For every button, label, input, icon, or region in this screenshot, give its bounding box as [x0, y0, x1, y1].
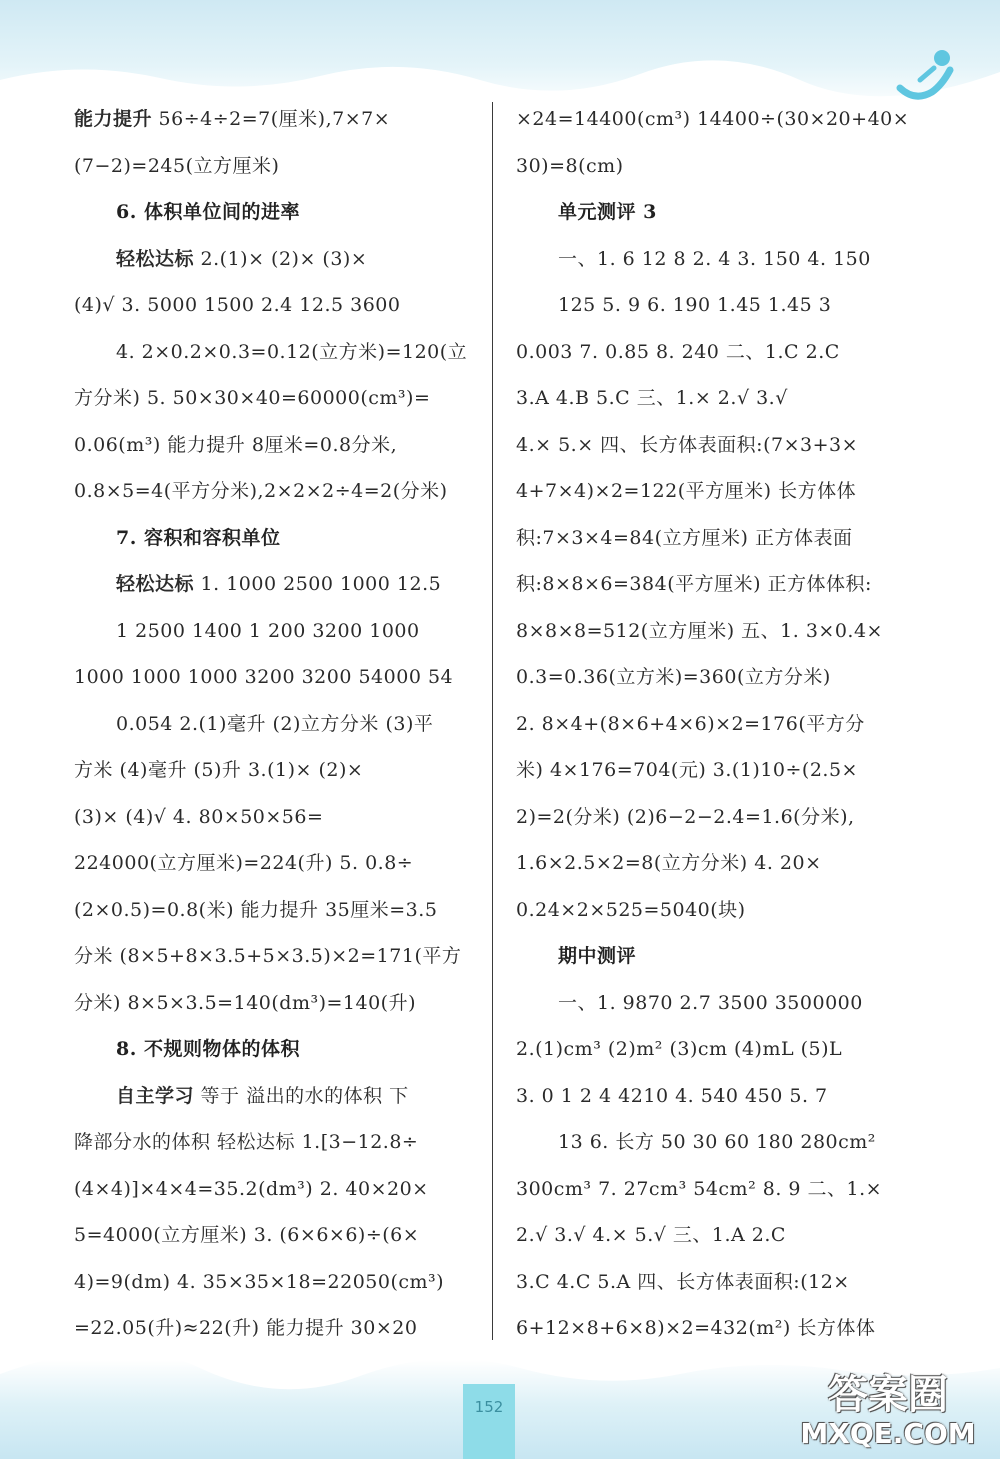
answer-text: 2.√ 3.√ 4.× 5.√ 三、1.A 2.C — [516, 1224, 786, 1246]
answer-text: 4.× 5.× 四、长方体表面积:(7×3+3× — [516, 433, 859, 456]
answer-text: 2)=2(分米) (2)6−2−2.4=1.6(分米), — [516, 805, 855, 828]
answer-line — [74, 96, 472, 143]
answer-line — [516, 422, 916, 469]
answer-line — [516, 143, 916, 190]
answer-text: 3. 0 1 2 4 4210 4. 540 450 5. 7 — [516, 1084, 828, 1107]
answer-line — [74, 701, 472, 748]
right-column — [516, 96, 916, 1352]
answer-text: 1 2500 1400 1 200 3200 1000 — [116, 619, 420, 642]
answer-text: 一、1. 9870 2.7 3500 3500000 — [558, 991, 863, 1014]
answer-line — [74, 561, 472, 608]
section-tag: 能力提升 — [74, 108, 153, 130]
answer-text: 8×8×8=512(立方厘米) 五、1. 3×0.4× — [516, 619, 883, 642]
answer-line — [516, 1073, 916, 1120]
answer-text: 0.06(m³) 能力提升 8厘米=0.8分米, — [74, 433, 398, 456]
answer-line — [74, 887, 472, 934]
answer-line — [74, 1119, 472, 1166]
answer-text: 积:8×8×6=384(平方厘米) 正方体体积: — [516, 573, 872, 595]
left-column — [74, 96, 472, 1352]
answer-text: (4)√ 3. 5000 1500 2.4 12.5 3600 — [74, 294, 401, 316]
answer-line — [516, 468, 916, 515]
answer-line — [74, 933, 472, 980]
watermark-title: 答案圈 — [828, 1372, 948, 1418]
answer-text: 3.A 4.B 5.C 三、1.× 2.√ 3.√ — [516, 387, 788, 409]
section-tag: 自主学习 — [116, 1084, 195, 1107]
answer-line — [516, 887, 916, 934]
answer-line — [516, 1166, 916, 1213]
answer-line — [516, 608, 916, 655]
answer-text: 2.(1)× (2)× (3)× — [194, 247, 368, 270]
answer-line — [516, 236, 916, 283]
page-number-tab — [463, 1384, 515, 1459]
column-divider — [492, 102, 493, 1340]
answer-line — [74, 1166, 472, 1213]
answer-line — [516, 561, 916, 608]
answer-text: 3.C 4.C 5.A 四、长方体表面积:(12× — [516, 1270, 850, 1293]
answer-text: 300cm³ 7. 27cm³ 54cm² 8. 9 二、1.× — [516, 1177, 883, 1200]
answer-line — [516, 1259, 916, 1306]
answer-text: 2.(1)cm³ (2)m² (3)cm (4)mL (5)L — [516, 1038, 843, 1060]
section-heading: 8. 不规则物体的体积 — [116, 1038, 300, 1060]
section-heading: 单元测评 3 — [558, 201, 657, 223]
answer-text: 1000 1000 1000 3200 3200 54000 54 — [74, 666, 454, 688]
watermark-logo — [788, 1372, 988, 1456]
section-tag: 轻松达标 — [116, 247, 195, 270]
answer-text: 米) 4×176=704(元) 3.(1)10÷(2.5× — [516, 759, 858, 781]
answer-line — [516, 1026, 916, 1073]
answer-text: 方分米) 5. 50×30×40=60000(cm³)= — [74, 387, 431, 409]
answer-line — [516, 515, 916, 562]
answer-text: (2×0.5)=0.8(米) 能力提升 35厘米=3.5 — [74, 898, 438, 921]
section-heading: 6. 体积单位间的进率 — [116, 201, 300, 223]
answer-text: 0.8×5=4(平方分米),2×2×2÷4=2(分米) — [74, 480, 448, 502]
section-heading: 期中测评 — [558, 945, 637, 967]
answer-text: (4×4)]×4×4=35.2(dm³) 2. 40×20× — [74, 1177, 429, 1200]
answer-text: 0.054 2.(1)毫升 (2)立方分米 (3)平 — [116, 712, 434, 735]
answer-text: 分米) 8×5×3.5=140(dm³)=140(升) — [74, 991, 417, 1014]
answer-line — [74, 794, 472, 841]
answer-text: 等于 溢出的水的体积 下 — [194, 1084, 409, 1107]
answer-text: 1. 1000 2500 1000 12.5 — [194, 573, 442, 595]
answer-line — [516, 1212, 916, 1259]
answer-line — [516, 701, 916, 748]
section-heading: 7. 容积和容积单位 — [116, 526, 281, 549]
answer-line — [74, 608, 472, 655]
answer-text: 方米 (4)毫升 (5)升 3.(1)× (2)× — [74, 759, 364, 781]
answer-line — [74, 654, 472, 701]
answer-line — [74, 1305, 472, 1352]
answer-line — [74, 1212, 472, 1259]
answer-line — [74, 747, 472, 794]
answer-text: 4)=9(dm) 4. 35×35×18=22050(cm³) — [74, 1270, 445, 1293]
answer-line — [516, 375, 916, 422]
answer-text: 积:7×3×4=84(立方厘米) 正方体表面 — [516, 526, 853, 549]
answer-text: 125 5. 9 6. 190 1.45 1.45 3 — [558, 294, 832, 316]
answer-text: 0.003 7. 0.85 8. 240 二、1.C 2.C — [516, 340, 840, 363]
answer-line — [516, 96, 916, 143]
answer-line — [516, 747, 916, 794]
answer-text: ×24=14400(cm³) 14400÷(30×20+40× — [516, 108, 910, 130]
answer-text: 一、1. 6 12 8 2. 4 3. 150 4. 150 — [558, 247, 871, 270]
answer-line — [516, 329, 916, 376]
answer-line — [74, 468, 472, 515]
answer-text: 13 6. 长方 50 30 60 180 280cm² — [558, 1131, 876, 1153]
answer-line — [74, 840, 472, 887]
answer-line — [516, 840, 916, 887]
answer-text: 0.24×2×525=5040(块) — [516, 898, 746, 921]
answer-line — [74, 143, 472, 190]
answer-text: 4. 2×0.2×0.3=0.12(立方米)=120(立 — [116, 340, 468, 363]
answer-text: 56÷4÷2=7(厘米),7×7× — [152, 108, 391, 130]
section-tag: 轻松达标 — [116, 573, 195, 595]
answer-line — [516, 1305, 916, 1352]
answer-text: 4+7×4)×2=122(平方厘米) 长方体体 — [516, 480, 857, 502]
answer-text: =22.05(升)≈22(升) 能力提升 30×20 — [74, 1317, 418, 1339]
answer-text: 分米 (8×5+8×3.5+5×3.5)×2=171(平方 — [74, 945, 462, 967]
answer-text: 224000(立方厘米)=224(升) 5. 0.8÷ — [74, 852, 414, 874]
answer-text: 降部分水的体积 轻松达标 1.[3−12.8÷ — [74, 1131, 419, 1153]
answer-line — [74, 422, 472, 469]
answer-line — [74, 1073, 472, 1120]
watermark-url: MXQE.COM — [800, 1417, 976, 1450]
page-number: 152 — [474, 1398, 504, 1416]
answer-line — [74, 375, 472, 422]
answer-line — [74, 282, 472, 329]
answer-text: 1.6×2.5×2=8(立方分米) 4. 20× — [516, 852, 822, 874]
answer-text: (7−2)=245(立方厘米) — [74, 154, 280, 177]
answer-line — [74, 1259, 472, 1306]
answer-text: 30)=8(cm) — [516, 154, 624, 177]
answer-text: 2. 8×4+(8×6+4×6)×2=176(平方分 — [516, 712, 865, 735]
answer-text: 5=4000(立方厘米) 3. (6×6×6)÷(6× — [74, 1224, 420, 1246]
answer-line — [516, 282, 916, 329]
answer-line — [74, 980, 472, 1027]
answer-line — [516, 794, 916, 841]
answer-line — [516, 980, 916, 1027]
answer-line — [74, 329, 472, 376]
answer-line — [74, 236, 472, 283]
answer-line — [516, 654, 916, 701]
answer-text: 6+12×8+6×8)×2=432(m²) 长方体体 — [516, 1317, 876, 1339]
answer-text: (3)× (4)√ 4. 80×50×56= — [74, 805, 324, 828]
answer-line — [516, 1119, 916, 1166]
answer-text: 0.3=0.36(立方米)=360(立方分米) — [516, 666, 831, 688]
